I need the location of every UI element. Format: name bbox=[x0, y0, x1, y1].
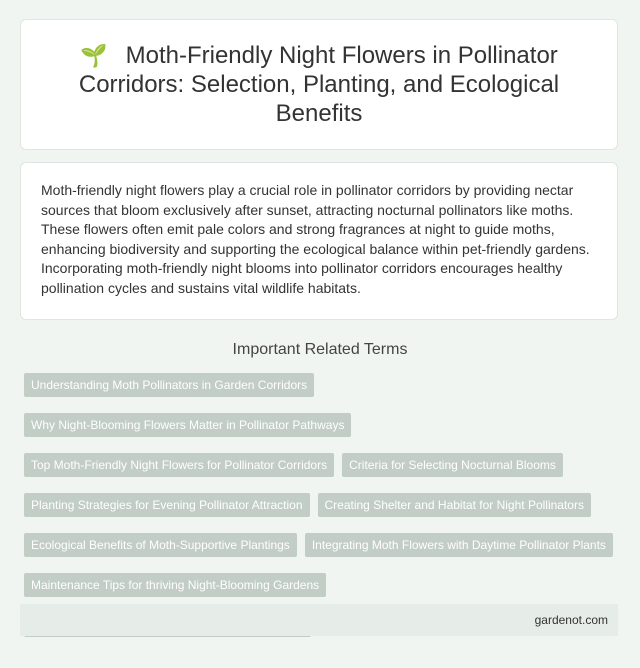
footer-site-link[interactable]: gardenot.com bbox=[534, 613, 608, 627]
term-tag[interactable]: Planting Strategies for Evening Pollinator Attraction bbox=[24, 493, 310, 517]
seedling-icon: 🌱 bbox=[80, 43, 108, 68]
term-tag[interactable]: Top Moth-Friendly Night Flowers for Pollinator Corridors bbox=[24, 453, 334, 477]
related-terms-list bbox=[24, 373, 624, 637]
intro-paragraph: Moth-friendly night flowers play a crucial role in pollinator corridors by providing nectar sources that bloom exclusively after sunset, attracting nocturnal pollinators like moths. These flowers often emit pale colors and strong fragrances at night to guide moths, enhancing biodiversity and supporting the ecological balance within pet-friendly gardens. Incorporating moth-friendly night blooms into pollinator corridors encourages healthy pollination cycles and sustains vital wildlife habitats. bbox=[41, 182, 590, 296]
intro-card bbox=[20, 162, 618, 320]
header-card bbox=[20, 19, 618, 150]
term-tag[interactable]: Why Night-Blooming Flowers Matter in Pollinator Pathways bbox=[24, 413, 351, 437]
related-terms-heading: Important Related Terms bbox=[232, 341, 408, 358]
page-title bbox=[51, 41, 587, 128]
term-tag[interactable]: Creating Shelter and Habitat for Night Pollinators bbox=[318, 493, 591, 517]
term-tag[interactable]: Ecological Benefits of Moth-Supportive Plantings bbox=[24, 533, 297, 557]
term-tag[interactable]: Criteria for Selecting Nocturnal Blooms bbox=[342, 453, 563, 477]
term-tag[interactable]: Integrating Moth Flowers with Daytime Pollinator Plants bbox=[305, 533, 613, 557]
footer-bar bbox=[20, 604, 618, 636]
term-tag[interactable]: Maintenance Tips for thriving Night-Blooming Gardens bbox=[24, 573, 326, 597]
term-tag[interactable]: Understanding Moth Pollinators in Garden Corridors bbox=[24, 373, 314, 397]
page-title-text: Moth-Friendly Night Flowers in Pollinator Corridors: Selection, Planting, and Ecological Benefits bbox=[78, 42, 560, 127]
